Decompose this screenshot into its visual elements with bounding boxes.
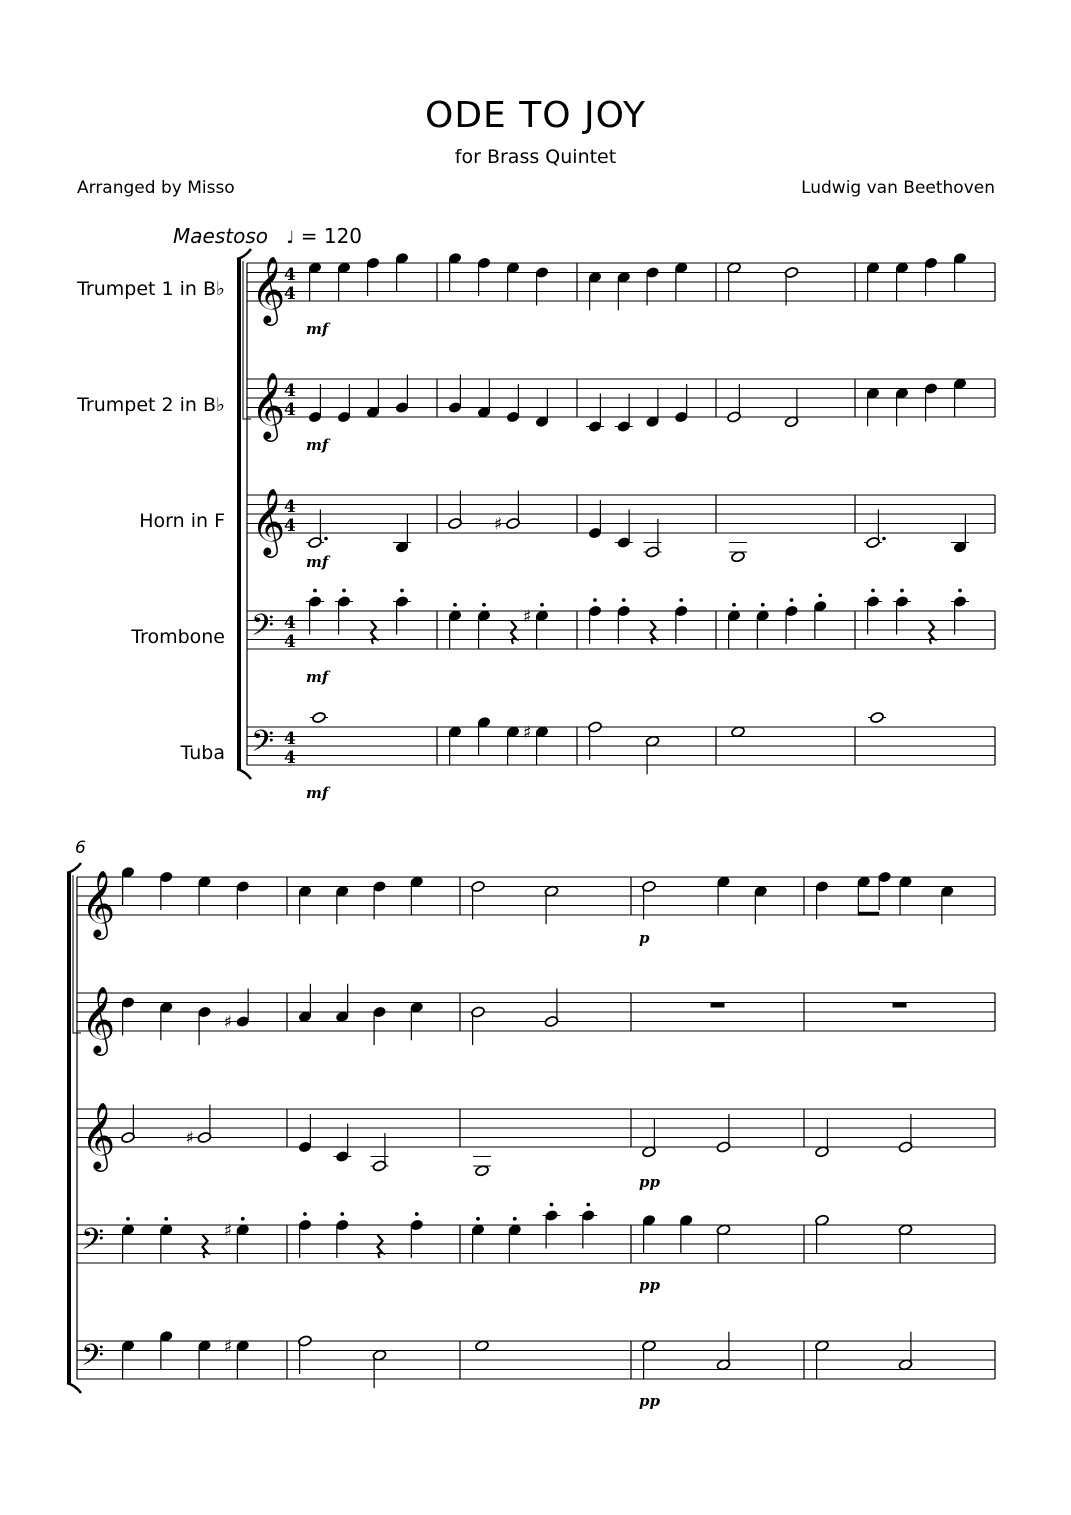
notehead xyxy=(588,605,601,617)
treble-clef: 𝄞 xyxy=(251,371,286,439)
notehead xyxy=(646,416,659,428)
notehead xyxy=(475,1340,490,1352)
notehead xyxy=(731,726,746,738)
notehead xyxy=(878,871,891,883)
time-signature-top: 4 xyxy=(284,381,296,401)
notehead xyxy=(160,1330,173,1342)
staccato-dot xyxy=(415,1212,419,1216)
staccato-dot xyxy=(400,589,404,593)
bracket-hook xyxy=(67,863,81,873)
notehead xyxy=(298,885,311,897)
notehead xyxy=(160,1224,173,1236)
notehead xyxy=(646,267,659,279)
instrument-label-horn: Horn in F xyxy=(139,510,225,532)
notehead xyxy=(121,1340,134,1352)
notehead xyxy=(236,1224,249,1236)
notehead xyxy=(895,387,908,399)
notehead xyxy=(895,262,908,274)
staccato-dot xyxy=(732,603,736,607)
time-signature-top: 4 xyxy=(284,613,296,633)
instrument-label-trumpet-1: Trumpet 1 in B♭ xyxy=(77,278,225,300)
notehead xyxy=(477,716,490,728)
notehead xyxy=(535,610,548,622)
notehead xyxy=(857,876,870,888)
notehead xyxy=(675,411,688,423)
sharp-sign: ♯ xyxy=(494,514,503,535)
staccato-dot xyxy=(340,1212,344,1216)
notehead xyxy=(373,881,386,893)
bass-clef: 𝄢 xyxy=(81,1223,105,1264)
notehead xyxy=(448,610,461,622)
dynamics xyxy=(306,320,660,1410)
notehead xyxy=(236,881,249,893)
time-signature-bottom: 4 xyxy=(284,284,296,304)
beam xyxy=(858,912,879,916)
notehead xyxy=(953,252,966,264)
quarter-rest xyxy=(378,1235,383,1258)
notehead xyxy=(448,726,461,738)
tempo-bpm: = 120 xyxy=(300,224,363,248)
time-signature-bottom: 4 xyxy=(284,748,296,768)
notehead xyxy=(410,1001,423,1013)
notehead xyxy=(336,1151,349,1163)
notehead xyxy=(815,881,828,893)
treble-clef: 𝄞 xyxy=(81,869,116,937)
notehead xyxy=(866,387,879,399)
notehead xyxy=(953,378,966,390)
system-bracket xyxy=(67,873,71,1383)
staccato-dot xyxy=(303,1212,307,1216)
staccato-dot xyxy=(550,1203,554,1207)
dynamic-marking: pp xyxy=(639,1173,660,1191)
notehead xyxy=(617,537,630,549)
whole-rest xyxy=(893,1003,907,1008)
quarter-rest xyxy=(371,621,376,644)
bass-clef: 𝄢 xyxy=(81,1339,105,1380)
notehead xyxy=(336,1011,349,1023)
notehead xyxy=(680,1214,693,1226)
dynamic-marking: pp xyxy=(639,1392,660,1410)
system-bracket xyxy=(237,259,241,769)
notehead xyxy=(236,1016,249,1028)
notehead xyxy=(121,997,134,1009)
notehead xyxy=(477,610,490,622)
time-signature-top: 4 xyxy=(284,497,296,517)
treble-clef: 𝄞 xyxy=(81,1101,116,1169)
staccato-dot xyxy=(453,603,457,607)
notehead xyxy=(545,1210,558,1222)
whole-rest xyxy=(711,1003,725,1008)
composer-credit: Ludwig van Beethoven xyxy=(801,178,995,198)
notehead xyxy=(675,605,688,617)
staff-lines xyxy=(67,249,995,1393)
notehead xyxy=(924,383,937,395)
notehead xyxy=(121,866,134,878)
staccato-dot xyxy=(871,589,875,593)
notehead xyxy=(588,421,601,433)
notehead xyxy=(756,610,769,622)
bracket-hook xyxy=(237,249,251,259)
staccato-dot xyxy=(818,593,822,597)
quarter-rest xyxy=(511,621,516,644)
notehead xyxy=(535,267,548,279)
dynamic-marking: mf xyxy=(306,320,329,338)
notehead xyxy=(448,252,461,264)
staccato-dot xyxy=(679,598,683,602)
notehead xyxy=(508,1224,521,1236)
dynamic-marking: p xyxy=(639,929,650,947)
measure-number: 6 xyxy=(75,838,86,858)
notehead xyxy=(477,406,490,418)
notehead xyxy=(506,726,519,738)
dynamic-marking: mf xyxy=(306,668,329,686)
notehead xyxy=(727,610,740,622)
quarter-rest xyxy=(651,621,656,644)
notehead xyxy=(336,885,349,897)
treble-clef: 𝄞 xyxy=(251,255,286,323)
bracket-hook xyxy=(67,1383,81,1393)
notehead xyxy=(895,596,908,608)
notehead xyxy=(121,1224,134,1236)
staccato-dot xyxy=(622,598,626,602)
bass-clef: 𝄢 xyxy=(251,609,275,650)
dynamic-marking: mf xyxy=(306,553,329,571)
staccato-dot xyxy=(586,1203,590,1207)
notehead xyxy=(535,726,548,738)
staccato-dot xyxy=(593,598,597,602)
notehead xyxy=(475,1165,490,1177)
notehead xyxy=(617,421,630,433)
notehead xyxy=(410,1219,423,1231)
notehead xyxy=(617,271,630,283)
notes xyxy=(121,252,969,1388)
notehead xyxy=(337,262,350,274)
notehead xyxy=(582,1210,595,1222)
bass-clef: 𝄢 xyxy=(251,725,275,766)
quarter-note-icon: ♩ xyxy=(286,228,295,248)
notehead xyxy=(953,596,966,608)
sharp-sign: ♯ xyxy=(223,1012,232,1033)
staccato-dot xyxy=(540,603,544,607)
score-title: ODE TO JOY xyxy=(425,95,646,136)
bracket-hook xyxy=(237,769,251,779)
notehead xyxy=(337,411,350,423)
quarter-rest xyxy=(929,621,934,644)
notehead xyxy=(373,1006,386,1018)
notehead xyxy=(410,876,423,888)
staccato-dot xyxy=(241,1217,245,1221)
notehead xyxy=(308,262,321,274)
notehead xyxy=(535,416,548,428)
notehead xyxy=(471,1224,484,1236)
notehead xyxy=(477,257,490,269)
quarter-rest xyxy=(203,1235,208,1258)
arranger-credit: Arranged by Misso xyxy=(77,178,235,198)
staccato-dot xyxy=(313,589,317,593)
treble-clef: 𝄞 xyxy=(81,985,116,1053)
notehead xyxy=(160,871,173,883)
notehead xyxy=(395,402,408,414)
notehead xyxy=(588,527,601,539)
notehead xyxy=(941,885,954,897)
time-signature-top: 4 xyxy=(284,729,296,749)
notehead xyxy=(298,1141,311,1153)
score-subtitle: for Brass Quintet xyxy=(454,146,617,168)
notehead xyxy=(337,596,350,608)
time-signature-top: 4 xyxy=(284,265,296,285)
instrument-label-tuba: Tuba xyxy=(180,742,225,764)
treble-clef: 𝄞 xyxy=(251,487,286,555)
notehead xyxy=(866,596,879,608)
notehead xyxy=(312,711,327,723)
notehead xyxy=(899,876,912,888)
notehead xyxy=(308,596,321,608)
notehead xyxy=(870,711,885,723)
notehead xyxy=(717,876,730,888)
notehead xyxy=(395,541,408,553)
notehead xyxy=(617,605,630,617)
notehead xyxy=(395,596,408,608)
staccato-dot xyxy=(126,1217,130,1221)
dynamic-marking: mf xyxy=(306,784,329,802)
tempo-word: Maestoso xyxy=(173,224,268,248)
notehead xyxy=(198,1006,211,1018)
sharp-sign: ♯ xyxy=(223,1336,232,1357)
instrument-label-trombone: Trombone xyxy=(131,626,225,648)
sharp-sign: ♯ xyxy=(523,606,532,627)
notehead xyxy=(675,262,688,274)
notehead xyxy=(198,1340,211,1352)
sharp-sign: ♯ xyxy=(223,1220,232,1241)
notehead xyxy=(953,541,966,553)
notehead xyxy=(588,271,601,283)
notehead xyxy=(198,876,211,888)
notehead xyxy=(160,1001,173,1013)
instrument-label-trumpet-2: Trumpet 2 in B♭ xyxy=(77,394,225,416)
augmentation-dot xyxy=(324,537,328,541)
staccato-dot xyxy=(476,1217,480,1221)
notehead xyxy=(785,605,798,617)
staccato-dot xyxy=(790,598,794,602)
notehead xyxy=(448,402,461,414)
sharp-sign: ♯ xyxy=(185,1128,194,1149)
notehead xyxy=(814,600,827,612)
notehead xyxy=(336,1219,349,1231)
notehead xyxy=(506,262,519,274)
staccato-dot xyxy=(958,589,962,593)
notehead xyxy=(866,262,879,274)
time-signature-bottom: 4 xyxy=(284,400,296,420)
staccato-dot xyxy=(761,603,765,607)
staccato-dot xyxy=(342,589,346,593)
notehead xyxy=(366,406,379,418)
sharp-sign: ♯ xyxy=(523,722,532,743)
notehead xyxy=(754,885,767,897)
staccato-dot xyxy=(482,603,486,607)
dynamic-marking: mf xyxy=(306,436,329,454)
notehead xyxy=(395,252,408,264)
staccato-dot xyxy=(164,1217,168,1221)
time-signature-bottom: 4 xyxy=(284,632,296,652)
staccato-dot xyxy=(900,589,904,593)
dynamic-marking: pp xyxy=(639,1276,660,1294)
time-signature-bottom: 4 xyxy=(284,516,296,536)
notehead xyxy=(924,257,937,269)
staccato-dot xyxy=(513,1217,517,1221)
notehead xyxy=(298,1219,311,1231)
notehead xyxy=(236,1340,249,1352)
augmentation-dot xyxy=(882,537,886,541)
notehead xyxy=(731,551,746,563)
notehead xyxy=(298,1011,311,1023)
notehead xyxy=(366,257,379,269)
notehead xyxy=(642,1214,655,1226)
notehead xyxy=(308,411,321,423)
notehead xyxy=(506,411,519,423)
